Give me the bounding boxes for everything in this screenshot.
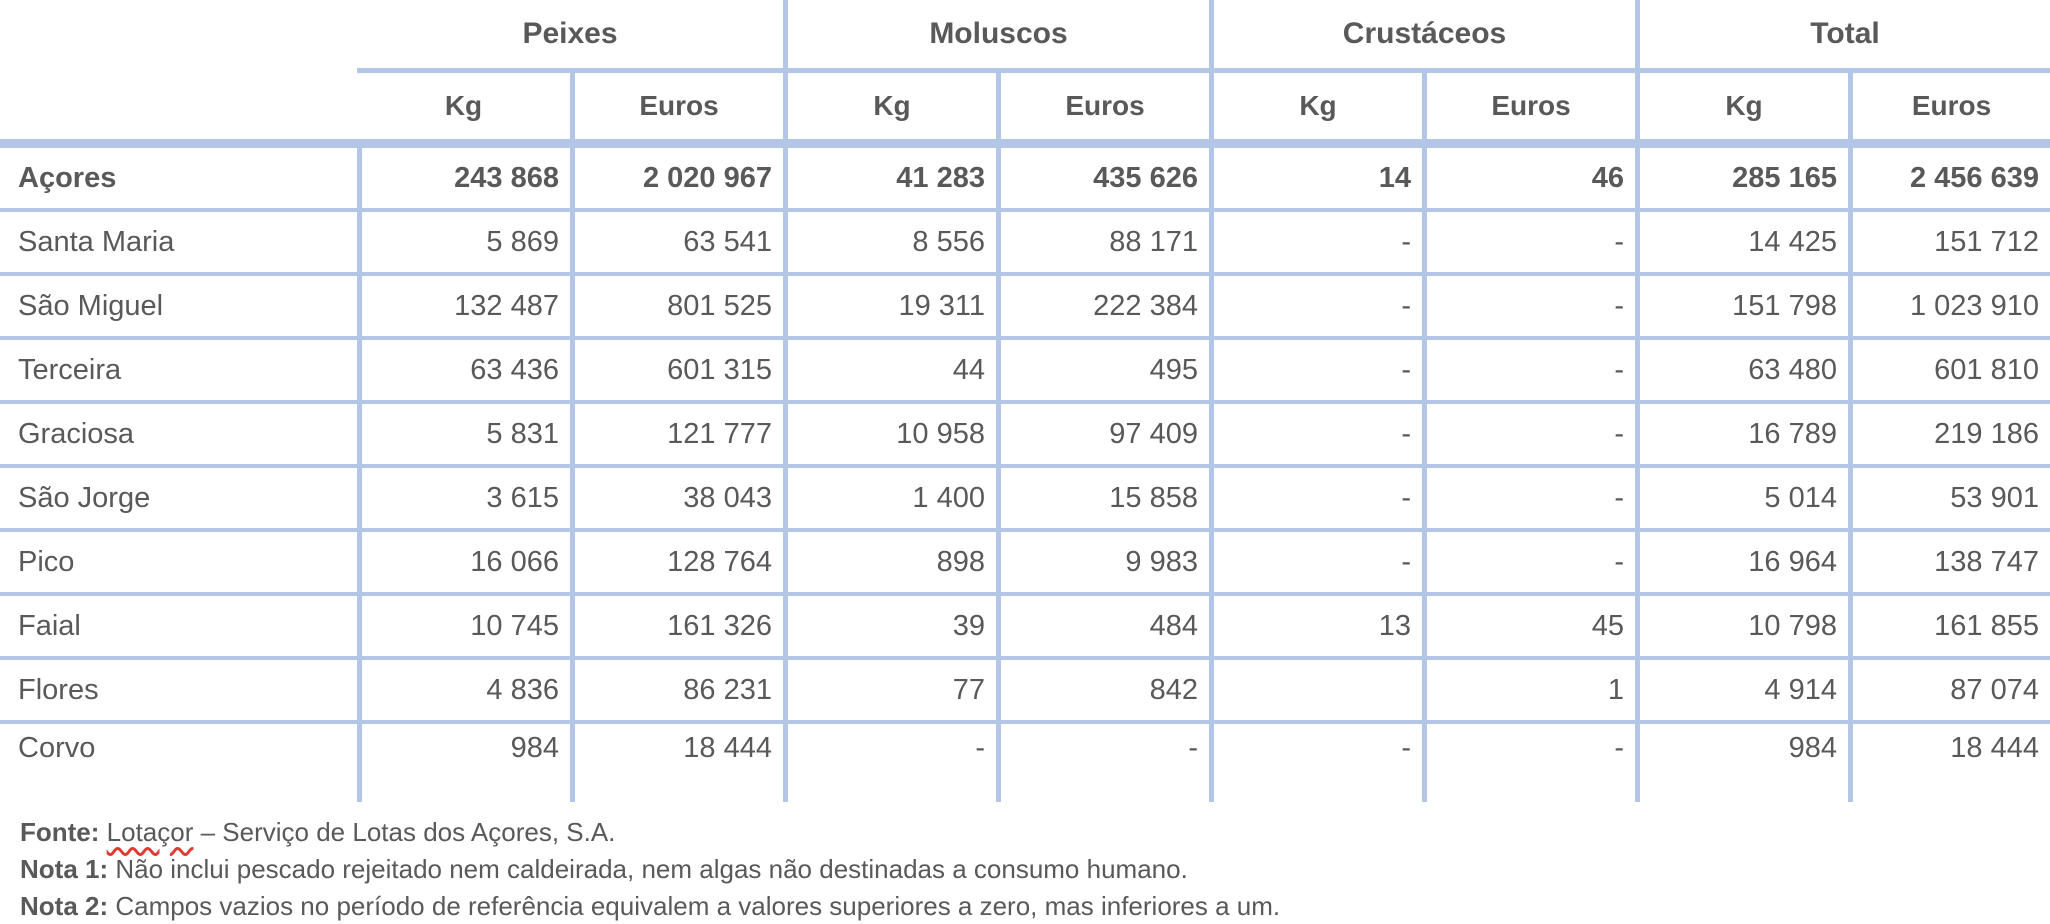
- cell-moluscos-kg: -: [783, 724, 996, 802]
- cell-total-euros: 18 444: [1848, 724, 2050, 802]
- header-peixes-euros: Euros: [570, 73, 783, 148]
- row-label: Faial: [0, 596, 357, 660]
- cell-peixes-euros: 86 231: [570, 660, 783, 724]
- cell-moluscos-euros: 222 384: [996, 276, 1209, 340]
- column-group-moluscos: Moluscos: [783, 0, 1209, 73]
- cell-total-euros: 601 810: [1848, 340, 2050, 404]
- column-group-total: Total: [1635, 0, 2050, 73]
- cell-moluscos-euros: 484: [996, 596, 1209, 660]
- header-moluscos-kg: Kg: [783, 73, 996, 148]
- cell-total-kg: 4 914: [1635, 660, 1848, 724]
- cell-moluscos-kg: 77: [783, 660, 996, 724]
- cell-moluscos-euros: 15 858: [996, 468, 1209, 532]
- cell-crustaceos-euros: 46: [1422, 148, 1635, 212]
- table-row: [0, 532, 2050, 596]
- cell-peixes-kg: 10 745: [357, 596, 570, 660]
- cell-moluscos-euros: 435 626: [996, 148, 1209, 212]
- corner-cell: [0, 0, 357, 73]
- cell-total-euros: 151 712: [1848, 212, 2050, 276]
- row-label: Terceira: [0, 340, 357, 404]
- cell-moluscos-euros: 495: [996, 340, 1209, 404]
- note-1: [20, 851, 2050, 888]
- cell-moluscos-kg: 898: [783, 532, 996, 596]
- source-label: Fonte:: [20, 817, 100, 847]
- cell-crustaceos-euros: 1: [1422, 660, 1635, 724]
- column-group-crustaceos: Crustáceos: [1209, 0, 1635, 73]
- source-rest: – Serviço de Lotas dos Açores, S.A.: [193, 817, 616, 847]
- cell-peixes-euros: 63 541: [570, 212, 783, 276]
- cell-crustaceos-euros: -: [1422, 276, 1635, 340]
- cell-total-euros: 2 456 639: [1848, 148, 2050, 212]
- header-moluscos-euros: Euros: [996, 73, 1209, 148]
- cell-moluscos-kg: 8 556: [783, 212, 996, 276]
- cell-peixes-euros: 18 444: [570, 724, 783, 802]
- header-crustaceos-euros: Euros: [1422, 73, 1635, 148]
- source-name: Lotaçor: [106, 817, 194, 847]
- cell-total-euros: 161 855: [1848, 596, 2050, 660]
- column-group-peixes: Peixes: [357, 0, 783, 73]
- cell-peixes-euros: 38 043: [570, 468, 783, 532]
- cell-peixes-kg: 243 868: [357, 148, 570, 212]
- note-2-text: Campos vazios no período de referência equivalem a valores superiores a zero, mas inferiores a um.: [108, 891, 1281, 921]
- cell-peixes-kg: 5 831: [357, 404, 570, 468]
- cell-moluscos-kg: 1 400: [783, 468, 996, 532]
- header-peixes-kg: Kg: [357, 73, 570, 148]
- cell-total-kg: 151 798: [1635, 276, 1848, 340]
- cell-peixes-euros: 121 777: [570, 404, 783, 468]
- cell-peixes-euros: 161 326: [570, 596, 783, 660]
- cell-moluscos-kg: 41 283: [783, 148, 996, 212]
- cell-crustaceos-euros: -: [1422, 212, 1635, 276]
- footnotes: [0, 802, 2050, 924]
- table-row: [0, 404, 2050, 468]
- cell-peixes-euros: 2 020 967: [570, 148, 783, 212]
- row-label: Graciosa: [0, 404, 357, 468]
- cell-total-euros: 138 747: [1848, 532, 2050, 596]
- header-crustaceos-kg: Kg: [1209, 73, 1422, 148]
- table-body: [0, 148, 2050, 802]
- cell-peixes-euros: 601 315: [570, 340, 783, 404]
- cell-total-kg: 63 480: [1635, 340, 1848, 404]
- row-label: Pico: [0, 532, 357, 596]
- cell-crustaceos-kg: -: [1209, 340, 1422, 404]
- cell-peixes-kg: 4 836: [357, 660, 570, 724]
- cell-peixes-kg: 132 487: [357, 276, 570, 340]
- cell-moluscos-kg: 39: [783, 596, 996, 660]
- cell-crustaceos-kg: 14: [1209, 148, 1422, 212]
- cell-peixes-kg: 984: [357, 724, 570, 802]
- table-row: [0, 724, 2050, 802]
- table-row: [0, 276, 2050, 340]
- cell-crustaceos-kg: [1209, 660, 1422, 724]
- cell-crustaceos-kg: -: [1209, 404, 1422, 468]
- row-label: Corvo: [18, 732, 96, 764]
- cell-total-euros: 53 901: [1848, 468, 2050, 532]
- cell-moluscos-euros: 9 983: [996, 532, 1209, 596]
- table-row: [0, 212, 2050, 276]
- header-total-kg: Kg: [1635, 73, 1848, 148]
- row-label: Açores: [0, 148, 357, 212]
- cell-crustaceos-kg: -: [1209, 468, 1422, 532]
- cell-moluscos-euros: -: [996, 724, 1209, 802]
- cell-crustaceos-kg: -: [1209, 212, 1422, 276]
- row-label: Flores: [0, 660, 357, 724]
- cell-crustaceos-kg: -: [1209, 276, 1422, 340]
- cell-peixes-kg: 63 436: [357, 340, 570, 404]
- cell-moluscos-euros: 88 171: [996, 212, 1209, 276]
- note-1-text: Não inclui pescado rejeitado nem caldeirada, nem algas não destinadas a consumo humano.: [108, 854, 1188, 884]
- cell-peixes-kg: 3 615: [357, 468, 570, 532]
- header-total-euros: Euros: [1848, 73, 2050, 148]
- cell-crustaceos-kg: -: [1209, 532, 1422, 596]
- cell-peixes-euros: 801 525: [570, 276, 783, 340]
- note-2: [20, 888, 2050, 924]
- cell-peixes-euros: 128 764: [570, 532, 783, 596]
- cell-total-kg: 5 014: [1635, 468, 1848, 532]
- column-group-header-row: [0, 0, 2050, 73]
- source-note: [20, 814, 2050, 851]
- cell-total-euros: 87 074: [1848, 660, 2050, 724]
- cell-total-kg: 16 964: [1635, 532, 1848, 596]
- row-label: São Miguel: [0, 276, 357, 340]
- note-2-label: Nota 2:: [20, 891, 109, 921]
- cell-crustaceos-euros: -: [1422, 532, 1635, 596]
- cell-total-kg: 14 425: [1635, 212, 1848, 276]
- cell-crustaceos-kg: 13: [1209, 596, 1422, 660]
- cell-crustaceos-euros: -: [1422, 340, 1635, 404]
- table-row: [0, 468, 2050, 532]
- cell-total-euros: 1 023 910: [1848, 276, 2050, 340]
- cell-moluscos-kg: 44: [783, 340, 996, 404]
- cell-moluscos-kg: 10 958: [783, 404, 996, 468]
- note-1-label: Nota 1:: [20, 854, 109, 884]
- cell-total-kg: 984: [1635, 724, 1848, 802]
- cell-peixes-kg: 5 869: [357, 212, 570, 276]
- cell-moluscos-euros: 97 409: [996, 404, 1209, 468]
- table-row: [0, 596, 2050, 660]
- cell-peixes-kg: 16 066: [357, 532, 570, 596]
- table-row: [0, 340, 2050, 404]
- cell-crustaceos-kg: -: [1209, 724, 1422, 802]
- corner-cell: [0, 73, 357, 148]
- row-label: São Jorge: [0, 468, 357, 532]
- row-label: Santa Maria: [0, 212, 357, 276]
- unit-header-row: [0, 73, 2050, 148]
- cell-moluscos-euros: 842: [996, 660, 1209, 724]
- table-row: [0, 660, 2050, 724]
- cell-moluscos-kg: 19 311: [783, 276, 996, 340]
- cell-crustaceos-euros: 45: [1422, 596, 1635, 660]
- cell-crustaceos-euros: -: [1422, 468, 1635, 532]
- cell-total-kg: 16 789: [1635, 404, 1848, 468]
- cell-total-euros: 219 186: [1848, 404, 2050, 468]
- table-row: [0, 148, 2050, 212]
- cell-total-kg: 10 798: [1635, 596, 1848, 660]
- cell-crustaceos-euros: -: [1422, 404, 1635, 468]
- cell-total-kg: 285 165: [1635, 148, 1848, 212]
- cell-crustaceos-euros: -: [1422, 724, 1635, 802]
